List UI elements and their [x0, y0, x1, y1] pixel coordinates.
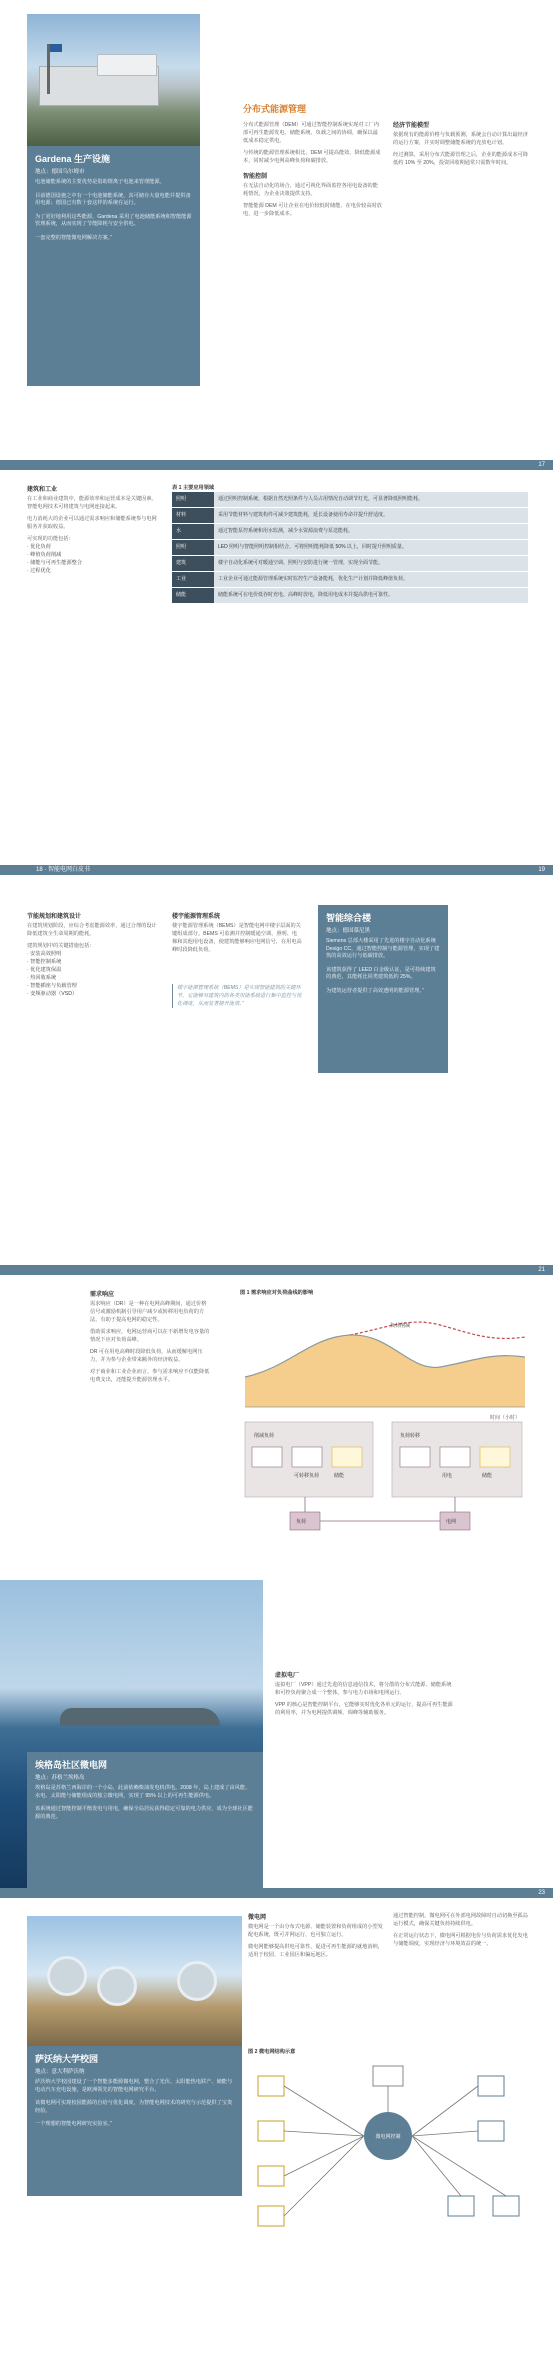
- paragraph: 对于商业和工业企业而言，参与需求响应不仅能降低电费支出，还能提升能源管理水平。: [90, 1369, 210, 1383]
- row-value: 通过智能泵控系统和用水监测，减少水资源浪费与泵送能耗。: [214, 524, 528, 540]
- main-column: [243, 102, 383, 218]
- list-item: · 优化负荷: [27, 544, 51, 550]
- row-value: 工业企业可通过能源管理系统实时监控生产设备能耗，优化生产计划并降低峰值负荷。: [214, 572, 528, 588]
- case-study-paragraph: 埃格岛是苏格兰西海岸的一个小岛，此前依赖柴油发电机供电。2008 年，岛上建成了由风能、水电、太阳能与储能组成的独立微电网，实现了 95% 以上的可再生能源供电。: [35, 1785, 251, 1799]
- right-column: [393, 1912, 528, 1948]
- demand-response-figure: [240, 1289, 530, 1567]
- controller-label: 微电网控制: [375, 2134, 401, 2140]
- page-distributed-energy: [0, 0, 553, 460]
- case-study-paragraph: Siemens 总部大楼采用了先进的楼宇自动化系统 Desigo CC，通过智能控制与能源管理，实现了建筑的高效运行与低碳排放。: [326, 938, 440, 960]
- case-study-title: Gardena 生产设施: [35, 154, 111, 164]
- case-study-box: [27, 2046, 242, 2196]
- solar-dish: [97, 1966, 137, 2006]
- paragraph: 在建筑规划阶段，应综合考虑能源效率，通过合理的设计降低建筑全生命周期的能耗。: [27, 923, 157, 937]
- case-study-location: 地点：苏格兰埃格岛: [35, 1775, 85, 1781]
- row-key: 材料: [172, 508, 214, 524]
- island-silhouette: [60, 1708, 220, 1726]
- page-number: 23: [538, 1890, 545, 1896]
- case-study-quote: 一个理想的智能电网研究实验室。”: [35, 2121, 112, 2128]
- left-column: [27, 911, 157, 998]
- page-number: 17: [538, 462, 545, 468]
- list-item: · 变频驱动器（VSD）: [27, 991, 78, 997]
- row-key: 建筑: [172, 556, 214, 572]
- peak-curve: [350, 1322, 525, 1338]
- case-study-paragraph: 萨沃纳大学校园建设了一个智能多能源微电网，整合了光伏、太阳能热电联产、储能与电动汽车充电设施，是欧洲领先的智能电网研究平台。: [35, 2079, 233, 2093]
- row-key: 储能: [172, 588, 214, 604]
- page-building-planning: [0, 875, 553, 1265]
- sub-heading: 智能控制: [243, 174, 268, 180]
- row-key: 照明: [172, 492, 214, 508]
- sub-heading: 楼宇能源管理系统: [172, 914, 221, 920]
- left-column: [27, 484, 157, 575]
- table-row: [172, 508, 528, 524]
- component-box: [400, 1447, 430, 1467]
- list-item: · 储能与可再生能源整合: [27, 560, 83, 566]
- middle-column: [172, 911, 302, 1008]
- chart-annotation: 负荷削减: [390, 1323, 411, 1329]
- campus-photo: [27, 1916, 242, 2046]
- table-row: [172, 572, 528, 588]
- case-study-location: 地点：德国慕尼黑: [326, 928, 371, 934]
- page-separator: [0, 865, 553, 875]
- paragraph: 经过测算，采用分布式能源管理之后，企业的能源成本可降低约 10% 至 20%，投资回收期通常只需数年时间。: [393, 152, 528, 166]
- load-curve-area: [245, 1335, 525, 1407]
- microgrid-figure: [248, 2048, 528, 2241]
- building-shape: [97, 54, 157, 76]
- section-title: 分布式能源管理: [243, 104, 307, 114]
- box-label: 负荷转移: [400, 1433, 421, 1439]
- box-label: 可转移负荷: [294, 1473, 320, 1479]
- paragraph: 楼宇能源管理系统（BEMS）是智能电网中楼宇层面的关键组成部分。BEMS 可监测并控制暖通空调、照明、电梯和其他用电设备，使建筑能够响应电网信号，在用电高峰时段降低负荷。: [172, 923, 302, 953]
- component-box: [292, 1447, 322, 1467]
- paragraph: 智能能源 DEM 可让企业在电价较低时储能、在电价较高时放电，进一步降低成本。: [243, 203, 382, 217]
- sub-heading: 建筑和工业: [27, 487, 58, 493]
- row-value: 采用节能材料与建筑构件可减少建筑能耗，延长设备使用寿命并提升舒适度。: [214, 508, 528, 524]
- table-title: 表 1 主要应用领域: [172, 485, 215, 491]
- box-label: 储能: [334, 1473, 345, 1479]
- sub-heading: 微电网: [248, 1915, 267, 1921]
- paragraph: 微电网能够提高供电可靠性，促进可再生能源的就地消纳，适用于校园、工业园区和偏远地区。: [248, 1944, 383, 1958]
- row-value: LED 照明与智能照明控制相结合，可将照明能耗降低 50% 以上，同时提升照明质量。: [214, 540, 528, 556]
- table-row: [172, 556, 528, 572]
- page-demand-response: [0, 1275, 553, 1580]
- paragraph: 微电网是一个由分布式电源、储能装置和负荷组成的小型发配电系统，既可并网运行，也可独立运行。: [248, 1924, 383, 1938]
- paragraph: 虚拟电厂（VPP）通过先进的信息通信技术，将分散的分布式能源、储能系统和可控负荷聚合成一个整体，参与电力市场和电网运行。: [275, 1682, 452, 1696]
- paragraph: 通过智能控制，微电网可在外部电网故障时自动切换至孤岛运行模式，确保关键负荷持续供电。: [393, 1913, 528, 1927]
- box-label: 储能: [482, 1473, 493, 1479]
- paragraph: 分布式能源管理（DEM）可通过智能控制系统实现对工厂内部可再生能源发电、储能系统、负载之间的协调，确保以最低成本稳定供电。: [243, 122, 380, 144]
- sub-heading: 需求响应: [90, 1292, 115, 1298]
- box-label: 用电: [442, 1473, 453, 1479]
- generation-icons: [258, 2076, 284, 2226]
- row-key: 水: [172, 524, 214, 540]
- demand-response-diagram: [240, 1297, 530, 1562]
- box-label: 削减负荷: [254, 1433, 275, 1439]
- middle-column: [248, 1912, 383, 1959]
- right-column: [393, 120, 528, 167]
- case-study-title: 埃格岛社区微电网: [35, 1760, 108, 1770]
- paragraph: 在正常运行状态下，微电网可根据电价与负荷需求优化发电与储能调度，实现经济与环境效益的统一。: [393, 1933, 528, 1947]
- box-label: 电网: [446, 1519, 457, 1525]
- paragraph: 在无法自动化的场合，通过可视化界面监控各用电设备的能耗情况，为企业决策提供支持。: [243, 183, 378, 197]
- paragraph: 电力消耗大的企业可以通过需求响应和储能系统参与电网服务并获取收益。: [27, 516, 157, 530]
- paragraph: DR 可在用电高峰时段降低负荷，从而缓解电网压力，并为参与企业带来额外的经济收益。: [90, 1349, 203, 1363]
- case-study-location: 地点：意大利萨沃纳: [35, 2069, 85, 2075]
- list-item: · 峰值负荷削减: [27, 552, 62, 558]
- sub-heading: 经济节能模型: [393, 123, 430, 129]
- page-virtual-power-plant: [0, 1580, 553, 1888]
- page-separator: [0, 1265, 553, 1275]
- solar-dish: [177, 1961, 217, 2001]
- applications-table: [172, 484, 528, 604]
- table-row: [172, 524, 528, 540]
- page-buildings-industry: [0, 470, 553, 865]
- case-study-paragraph: 为了更好地利用这些能源，Gardena 采用了电池储能系统和智能能源管理系统，从而实现了节能降耗与安全供电。: [35, 213, 192, 228]
- page-number: 21: [538, 1267, 545, 1273]
- x-axis-label: 时间（小时）: [490, 1415, 521, 1421]
- list-intro: 建筑规划中的关键措施包括：: [27, 943, 95, 949]
- pull-quote: 楼宇能源管理系统（BEMS）是实现智能建筑的关键环节，它能够对建筑内的各类用能系统进行集中监控与优化调度，从而显著提升能效。”: [172, 984, 302, 1008]
- right-block: [392, 1422, 522, 1497]
- list-item: · 热回收系统: [27, 975, 57, 981]
- case-study-box: [27, 146, 200, 386]
- page-separator: [0, 460, 553, 470]
- case-study-paragraph: 目前德国设施之中有一个电池储能系统，其可储存大量电能并提供备用电源；德国已有数十套这样的系统在运行。: [35, 192, 191, 207]
- right-column: [275, 1670, 455, 1717]
- case-study-title: 智能综合楼: [326, 913, 372, 923]
- row-value: 通过照明控制系统，根据自然光照条件与人员占用情况自动调节灯光，可显著降低照明能耗。: [214, 492, 528, 508]
- component-box: [440, 1447, 470, 1467]
- paragraph: 需求响应（DR）是一种在电网高峰期间，通过价格信号或激励机制引导用户减少或转移用电负荷的方法，有助于提高电网的稳定性。: [90, 1301, 207, 1323]
- component-box: [252, 1447, 282, 1467]
- table-row: [172, 540, 528, 556]
- list-item: · 智能控制系统: [27, 959, 62, 965]
- sub-heading: 节能规划和建筑设计: [27, 914, 82, 920]
- figure-title: 图 1 需求响应对负荷曲线的影响: [240, 1290, 314, 1296]
- case-study-quote: 为建筑运营者提供了高效透明的能源管理。”: [326, 987, 424, 994]
- list-item: · 智能插座与负载管理: [27, 983, 77, 989]
- sub-heading: 虚拟电厂: [275, 1673, 300, 1679]
- grid-node: [373, 2066, 403, 2086]
- list-item: · 安装高效照明: [27, 951, 62, 957]
- case-study-box: [27, 1752, 263, 1888]
- load-icons: [448, 2076, 519, 2216]
- row-value: 楼宇自动化系统可对暖通空调、照明与安防进行统一管理，实现全面节能。: [214, 556, 528, 572]
- running-header: 18 · 智能电网白皮书: [36, 867, 91, 873]
- table-row: [172, 492, 528, 508]
- list-intro: 可实现的功能包括：: [27, 536, 74, 542]
- table-row: [172, 588, 528, 604]
- list-item: · 过程优化: [27, 568, 51, 574]
- box-label: 负荷: [296, 1519, 307, 1525]
- storage-box: [480, 1447, 510, 1467]
- paragraph: 在工业和商业建筑中，能源效率和运营成本是关键因素。智能电网技术可将建筑与电网连接起来。: [27, 496, 157, 510]
- figure-title: 图 2 微电网结构示意: [248, 2049, 296, 2055]
- case-study-paragraph: 电池储能系统的主要优势是借助锂离子电池来管理能源。: [35, 179, 165, 185]
- factory-photo: [27, 14, 200, 146]
- page-number: 19: [538, 867, 545, 873]
- microgrid-diagram: [248, 2056, 528, 2236]
- row-value: 储能系统可在电价低谷时充电、高峰时放电，降低用电成本并提高供电可靠性。: [214, 588, 528, 604]
- case-study-location: 地点：德国乌尔姆市: [35, 169, 85, 175]
- row-key: 工业: [172, 572, 214, 588]
- case-study-box: [318, 905, 448, 1073]
- flag: [50, 44, 62, 52]
- row-key: 照明: [172, 540, 214, 556]
- case-study-paragraph: 该系统通过智能控制平衡发电与用电，确保全岛居民获得稳定可靠的电力供应，成为全球社区能源的典范。: [35, 1806, 253, 1820]
- left-block: [245, 1422, 373, 1497]
- case-study-title: 萨沃纳大学校园: [35, 2054, 99, 2064]
- connector-lines: [305, 1497, 455, 1521]
- list-item: · 优化建筑保温: [27, 967, 62, 973]
- solar-dish: [47, 1956, 87, 1996]
- case-study-paragraph: 该建筑获得了 LEED 白金级认证，是可持续建筑的典范，其能耗比同类建筑低约 25%。: [326, 966, 436, 981]
- case-study-paragraph: 该微电网可实现校园能源的自给与优化调度，为智能电网技术的研究与示范提供了宝贵经验。: [35, 2100, 233, 2114]
- case-study-quote: 一套完整的智能微电网解决方案。”: [35, 234, 112, 241]
- paragraph: 与传统的能源管理系统相比，DEM 可提高能效、降低能源成本，同时减少电网高峰负荷和碳排放。: [243, 150, 381, 164]
- paragraph: 依据现有的能源价格与负载预测，系统会自动计算出最经济的运行方案，并实时调整储能系统的充放电计划。: [393, 132, 528, 146]
- storage-box: [332, 1447, 362, 1467]
- page-separator: [0, 1888, 553, 1898]
- paragraph: VPP 的核心是智能控制平台，它能够实时优化各单元的运行，提高可再生能源的利用率，并为电网提供调频、调峰等辅助服务。: [275, 1702, 453, 1716]
- page-microgrid: [0, 1898, 553, 2247]
- paragraph: 借助需求响应，电网运营商可以在不新增发电容量的情况下应对负荷高峰。: [90, 1329, 210, 1343]
- left-column: [90, 1289, 210, 1384]
